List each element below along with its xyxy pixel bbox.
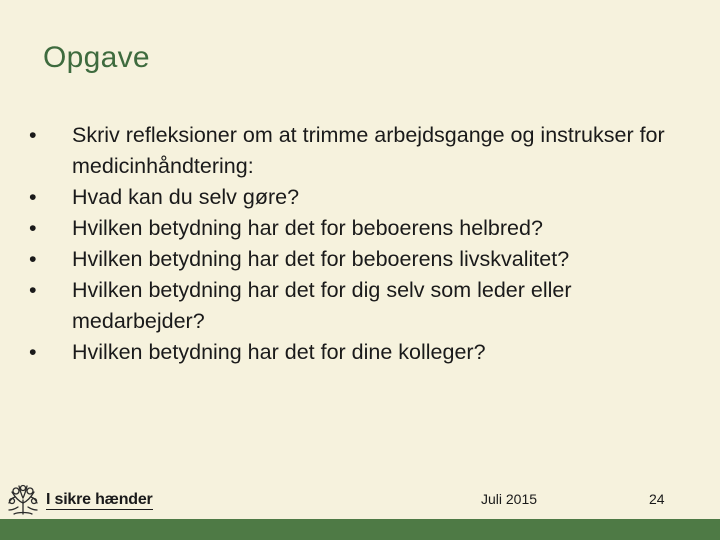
page-number: 24 <box>649 491 665 507</box>
bullet-item <box>27 182 667 213</box>
bullet-text: Hvilken betydning har det for beboerens helbred? <box>72 216 543 240</box>
bullet-dot: • <box>29 123 37 147</box>
footer-logo <box>6 483 153 517</box>
bullet-dot: • <box>29 185 37 209</box>
bullet-item <box>27 244 667 275</box>
slide-title: Opgave <box>43 41 150 74</box>
bullet-dot: • <box>29 278 37 302</box>
bullet-text: Skriv refleksioner om at trimme arbejdsgange og instrukser for medicinhåndtering: <box>72 123 665 178</box>
bullet-text: Hvilken betydning har det for dig selv som leder eller medarbejder? <box>72 278 572 333</box>
tree-logo-icon <box>6 483 40 517</box>
bullet-text: Hvad kan du selv gøre? <box>72 185 300 209</box>
bottom-band <box>0 519 720 540</box>
bullet-text: Hvilken betydning har det for dine kolleger? <box>72 340 486 364</box>
bullet-item <box>27 120 667 182</box>
bullet-item <box>27 337 667 368</box>
bullet-item <box>27 275 667 337</box>
bullet-dot: • <box>29 247 37 271</box>
bullet-dot: • <box>29 216 37 240</box>
bullet-item <box>27 213 667 244</box>
bullet-text: Hvilken betydning har det for beboerens livskvalitet? <box>72 247 570 271</box>
bullet-dot: • <box>29 340 37 364</box>
logo-text: I sikre hænder <box>46 490 153 508</box>
bullet-list <box>27 120 667 368</box>
footer-date: Juli 2015 <box>481 491 538 507</box>
